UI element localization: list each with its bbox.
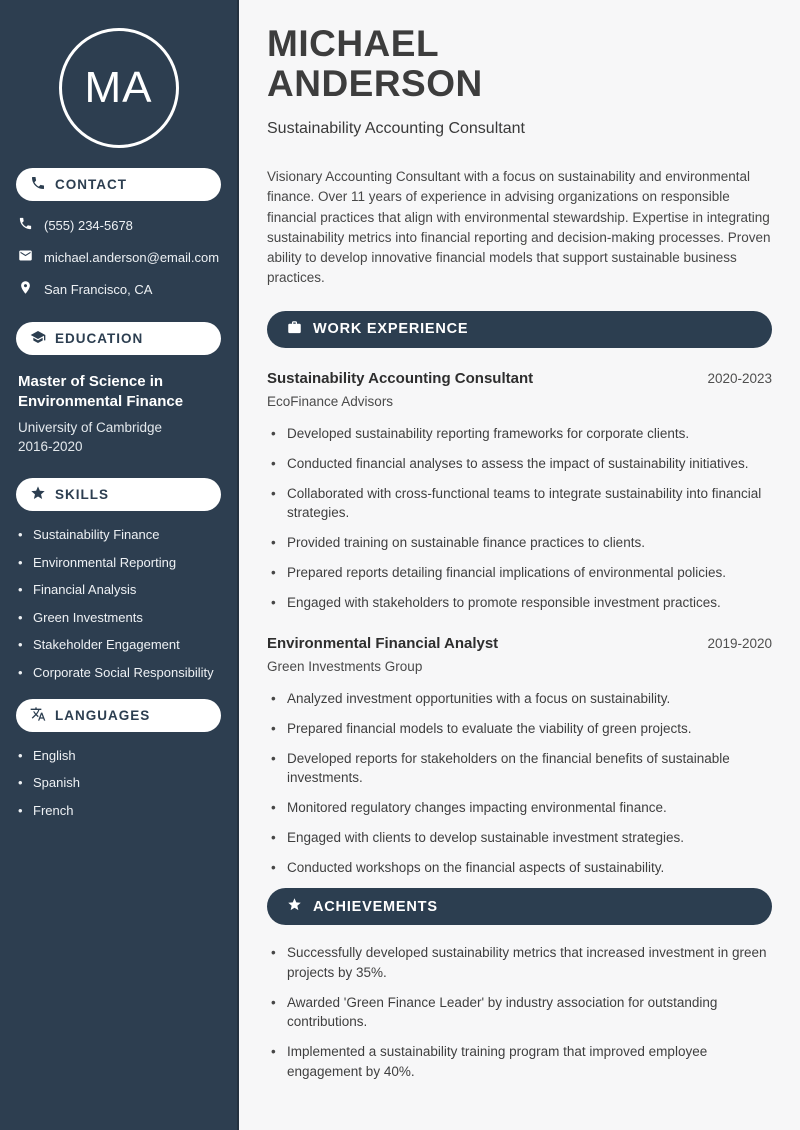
sidebar	[0, 0, 239, 1130]
envelope-icon	[18, 248, 33, 266]
languages-heading: LANGUAGES	[55, 707, 151, 723]
achievement-bullet: • Successfully developed sustainability metrics that increased investment in green projects by 35%.	[271, 943, 772, 982]
languages-section-header	[16, 699, 221, 732]
work-experience-section-header	[267, 311, 772, 348]
language-item: • Spanish	[18, 775, 221, 790]
job-bullet: • Prepared financial models to evaluate the viability of green projects.	[271, 719, 772, 739]
achievement-bullet: • Awarded 'Green Finance Leader' by industry association for outstanding contributions.	[271, 993, 772, 1032]
job-bullet: • Conducted financial analyses to assess the impact of sustainability initiatives.	[271, 454, 772, 474]
job-entry	[267, 635, 772, 878]
last-name: ANDERSON	[267, 63, 483, 104]
contact-section-header	[16, 168, 221, 201]
skill-item: • Environmental Reporting	[18, 555, 221, 570]
job-bullet: • Analyzed investment opportunities with a focus on sustainability.	[271, 689, 772, 709]
contact-phone-value: (555) 234-5678	[44, 217, 133, 233]
skill-item: • Financial Analysis	[18, 582, 221, 597]
education-heading: EDUCATION	[55, 331, 144, 346]
skill-item: • Stakeholder Engagement	[18, 637, 221, 652]
education-section-header	[16, 322, 221, 355]
achievements-section-header	[267, 888, 772, 925]
job-bullet: • Prepared reports detailing financial implications of environmental policies.	[271, 563, 772, 583]
job-entry	[267, 370, 772, 613]
education-degree: Master of Science in Environmental Finance	[18, 373, 184, 410]
achievement-bullet: • Implemented a sustainability training program that improved employee engagement by 40%.	[271, 1042, 772, 1081]
graduation-cap-icon	[30, 329, 46, 348]
job-dates: 2020-2023	[707, 370, 772, 386]
contact-heading: CONTACT	[55, 177, 127, 192]
phone-icon	[18, 216, 33, 234]
contact-location-row	[18, 280, 219, 298]
page-title	[267, 24, 772, 104]
contact-email-value: michael.anderson@email.com	[44, 249, 220, 265]
contact-phone-row	[18, 216, 219, 234]
job-company: EcoFinance Advisors	[267, 393, 394, 409]
phone-icon	[30, 175, 46, 194]
summary-paragraph: Visionary Accounting Consultant with a focus on sustainability and environmental finance. Over 11 years of experience in advising organizations on responsible financial practices that align with environmental stewardship. Expertise in integrating sustainability metrics into financial reporting and decision-making processes. Proven ability to develop innovative financial models that support sustainable business practices.	[267, 169, 771, 286]
job-title: Sustainability Accounting Consultant	[267, 369, 534, 387]
job-title: Environmental Financial Analyst	[267, 634, 499, 652]
main-content	[239, 0, 800, 1130]
education-entry	[18, 372, 219, 454]
job-bullet: • Provided training on sustainable finance practices to clients.	[271, 533, 772, 553]
skill-item: • Corporate Social Responsibility	[18, 665, 221, 680]
job-bullet: • Developed sustainability reporting frameworks for corporate clients.	[271, 424, 772, 444]
skills-list	[16, 527, 221, 680]
education-years: 2016-2020	[18, 439, 83, 454]
job-bullet: • Developed reports for stakeholders on the financial benefits of sustainable investments.	[271, 749, 772, 788]
job-dates: 2019-2020	[707, 635, 772, 651]
briefcase-icon	[287, 320, 302, 339]
job-company: Green Investments Group	[267, 658, 423, 674]
job-head	[267, 635, 772, 652]
contact-location-value: San Francisco, CA	[44, 281, 153, 297]
skill-item: • Sustainability Finance	[18, 527, 221, 542]
job-bullet: • Collaborated with cross-functional teams to integrate sustainability into financial strategies.	[271, 484, 772, 523]
achievements-list	[267, 943, 772, 1081]
contact-list	[16, 216, 221, 298]
language-item: • English	[18, 748, 221, 763]
skills-heading: SKILLS	[55, 487, 110, 502]
map-pin-icon	[18, 280, 33, 298]
skill-item: • Green Investments	[18, 610, 221, 625]
translate-icon	[30, 706, 46, 725]
languages-list	[16, 748, 221, 818]
achievements-heading: ACHIEVEMENTS	[313, 898, 438, 915]
avatar-initials: MA	[84, 63, 153, 112]
job-subtitle: Sustainability Accounting Consultant	[267, 120, 525, 137]
language-item: • French	[18, 803, 221, 818]
job-bullet: • Monitored regulatory changes impacting environmental finance.	[271, 798, 772, 818]
job-bullet: • Engaged with clients to develop sustainable investment strategies.	[271, 828, 772, 848]
job-bullet-list	[267, 689, 772, 878]
job-bullet: • Engaged with stakeholders to promote responsible investment practices.	[271, 593, 772, 613]
education-school: University of Cambridge	[18, 420, 163, 435]
work-experience-heading: WORK EXPERIENCE	[313, 321, 469, 338]
first-name: MICHAEL	[267, 23, 440, 64]
avatar	[59, 28, 179, 148]
star-icon	[287, 897, 302, 916]
job-bullet: • Conducted workshops on the financial aspects of sustainability.	[271, 858, 772, 878]
skills-section-header	[16, 478, 221, 511]
job-head	[267, 370, 772, 387]
job-bullet-list	[267, 424, 772, 613]
contact-email-row	[18, 248, 219, 266]
star-icon	[30, 485, 46, 504]
